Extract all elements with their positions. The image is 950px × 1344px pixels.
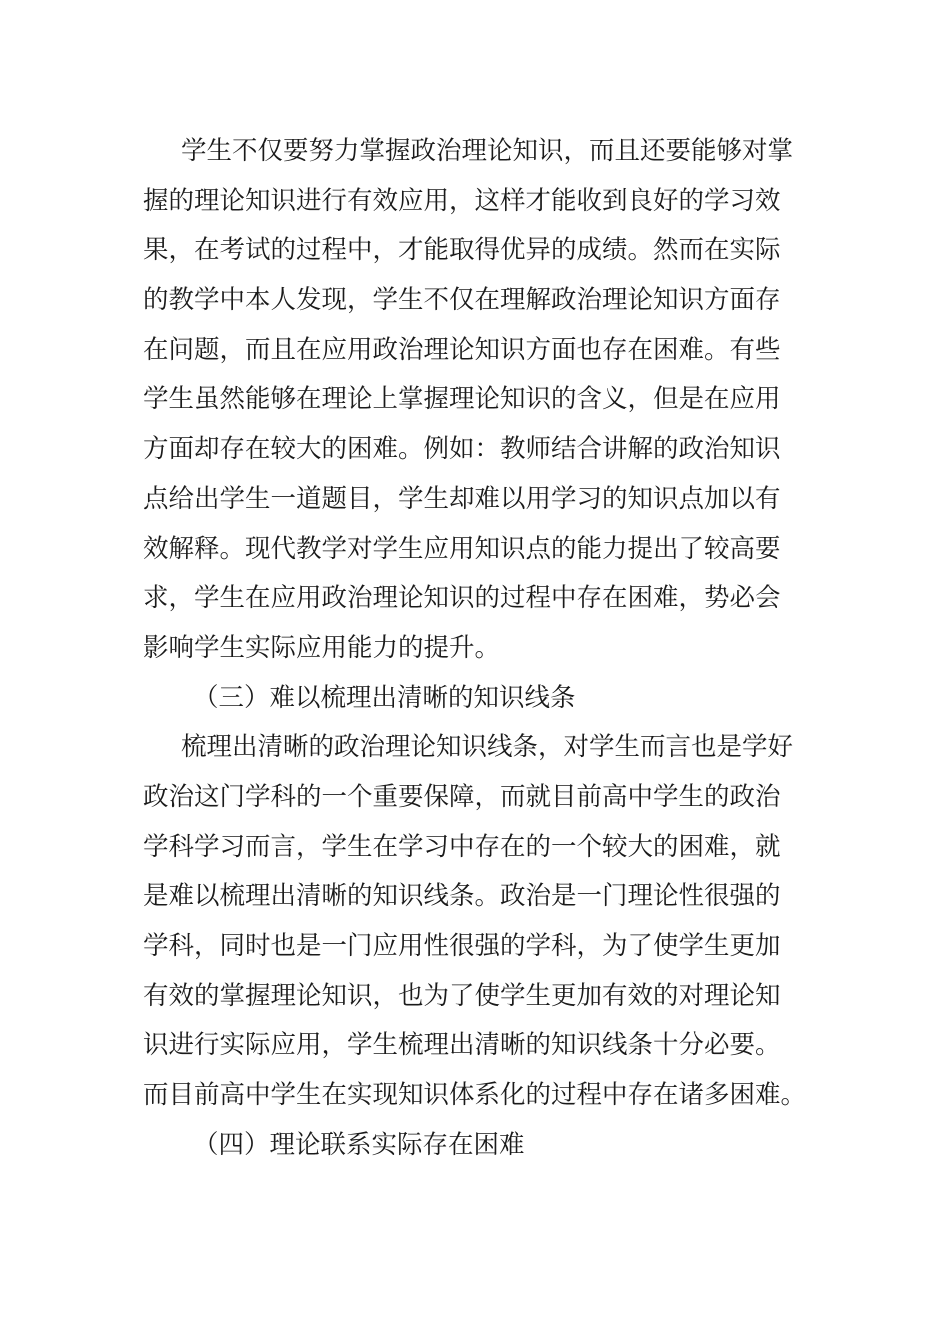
text-line: 学生虽然能够在理论上掌握理论知识的含义，但是在应用 <box>143 384 781 415</box>
text-line: 识进行实际应用，学生梳理出清晰的知识线条十分必要。 <box>143 1030 781 1061</box>
text-line: 握的理论知识进行有效应用，这样才能收到良好的学习效 <box>143 185 781 216</box>
text-line: 求，学生在应用政治理论知识的过程中存在困难，势必会 <box>143 583 781 614</box>
document-body <box>143 127 805 1170</box>
text-line: 效解释。现代教学对学生应用知识点的能力提出了较高要 <box>143 533 781 564</box>
text-line: 方面却存在较大的困难。例如：教师结合讲解的政治知识 <box>143 434 781 465</box>
section-heading: （四）理论联系实际存在困难 <box>193 1129 525 1160</box>
text-line: 有效的掌握理论知识，也为了使学生更加有效的对理论知 <box>143 980 781 1011</box>
paragraph <box>143 723 805 1121</box>
text-line: 影响学生实际应用能力的提升。 <box>143 632 501 663</box>
text-line: 而目前高中学生在实现知识体系化的过程中存在诸多困难。 <box>143 1080 807 1111</box>
text-line: 在问题，而且在应用政治理论知识方面也存在困难。有些 <box>143 334 781 365</box>
paragraph <box>143 127 805 674</box>
section-heading: （三）难以梳理出清晰的知识线条 <box>193 682 576 713</box>
text-line: 果，在考试的过程中，才能取得优异的成绩。然而在实际 <box>143 235 781 266</box>
text-line: 是难以梳理出清晰的知识线条。政治是一门理论性很强的 <box>143 881 781 912</box>
text-line: 学科学习而言，学生在学习中存在的一个较大的困难，就 <box>143 831 781 862</box>
text-line: 的教学中本人发现，学生不仅在理解政治理论知识方面存 <box>143 285 781 316</box>
text-line: 梳理出清晰的政治理论知识线条，对学生而言也是学好 <box>181 732 794 763</box>
text-line: 学生不仅要努力掌握政治理论知识，而且还要能够对掌 <box>181 136 794 166</box>
text-line: 点给出学生一道题目，学生却难以用学习的知识点加以有 <box>143 483 781 514</box>
text-line: 政治这门学科的一个重要保障，而就目前高中学生的政治 <box>143 781 781 812</box>
text-line: 学科，同时也是一门应用性很强的学科，为了使学生更加 <box>143 931 781 961</box>
